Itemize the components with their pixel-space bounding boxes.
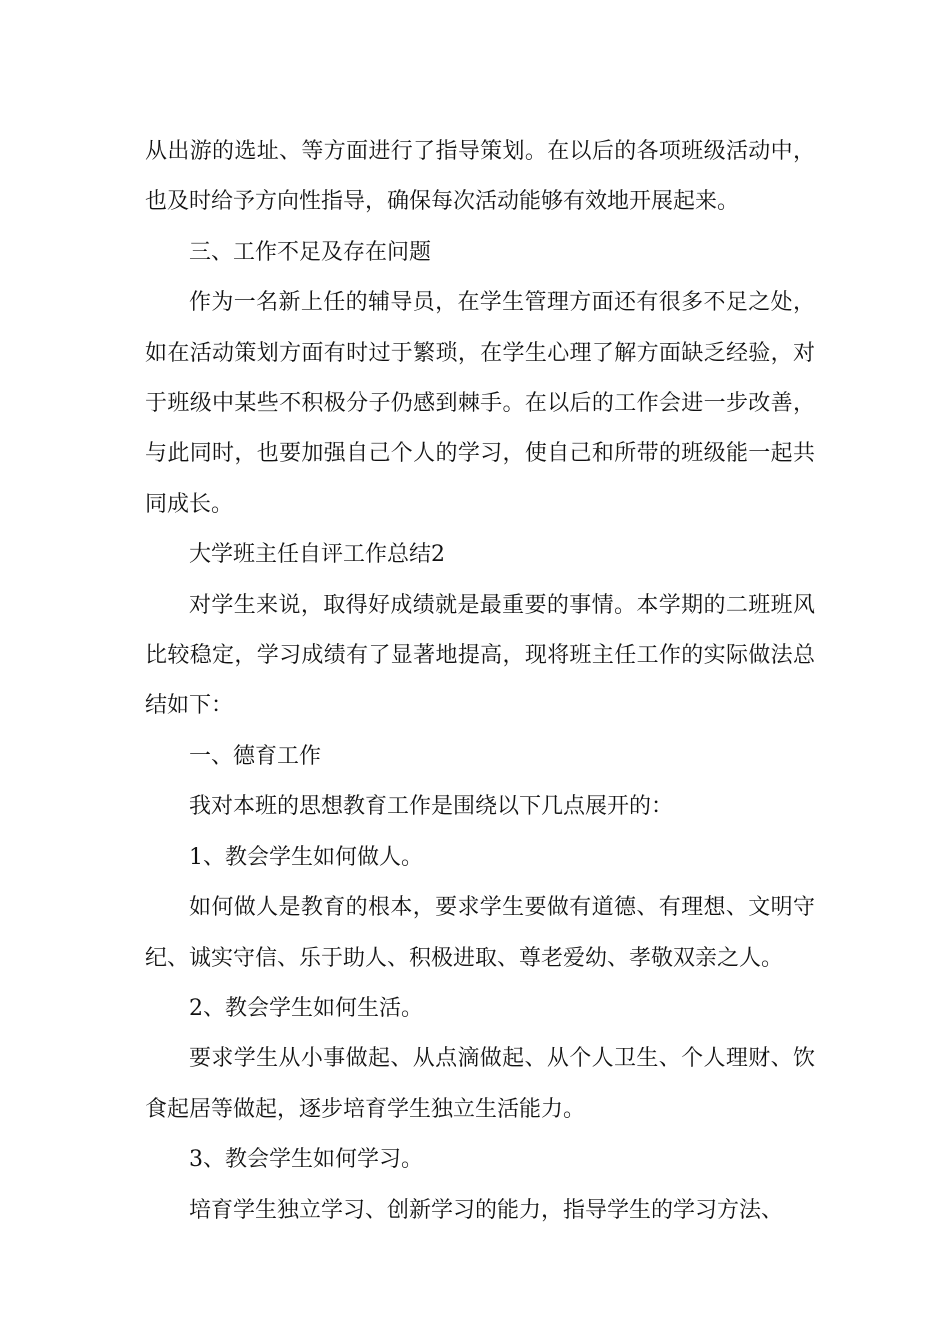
document-title-2: 大学班主任自评工作总结2 xyxy=(189,542,445,568)
paragraph-shortcomings: 作为一名新上任的辅导员，在学生管理方面还有很多不足之处，如在活动策划方面有时过于繁琐，在学生心理了解方面缺乏经验，对于班级中某些不积极分子仍感到棘手。在以后的工作会进一步改善，与此同时，也要加强自己个人的学习，使自己和所带的班级能一起共同成长。 xyxy=(145,290,815,517)
list-item-heading-2: 2、教会学生如何生活。 xyxy=(189,995,423,1021)
paragraph-item-1: 如何做人是教育的根本，要求学生要做有道德、有理想、文明守纪、诚实守信、乐于助人、积极进取、尊老爱幼、孝敬双亲之人。 xyxy=(145,895,815,971)
section-heading-moral-education: 一、德育工作 xyxy=(189,743,322,769)
paragraph-item-3: 培育学生独立学习、创新学习的能力，指导学生的学习方法、 xyxy=(189,1197,784,1223)
paragraph-moral-intro: 我对本班的思想教育工作是围绕以下几点展开的： xyxy=(189,794,674,820)
document-body xyxy=(145,127,815,1236)
list-item-heading-1: 1、教会学生如何做人。 xyxy=(189,844,423,870)
paragraph-continuation: 从出游的选址、等方面进行了指导策划。在以后的各项班级活动中，也及时给予方向性指导，确保每次活动能够有效地开展起来。 xyxy=(145,139,815,215)
list-item-heading-3: 3、教会学生如何学习。 xyxy=(189,1147,423,1173)
paragraph-intro: 对学生来说，取得好成绩就是最重要的事情。本学期的二班班风比较稳定，学习成绩有了显著地提高，现将班主任工作的实际做法总结如下： xyxy=(145,592,815,719)
paragraph-item-2: 要求学生从小事做起、从点滴做起、从个人卫生、个人理财、饮食起居等做起，逐步培育学生独立生活能力。 xyxy=(145,1046,815,1122)
section-heading-shortcomings: 三、工作不足及存在问题 xyxy=(189,239,432,265)
